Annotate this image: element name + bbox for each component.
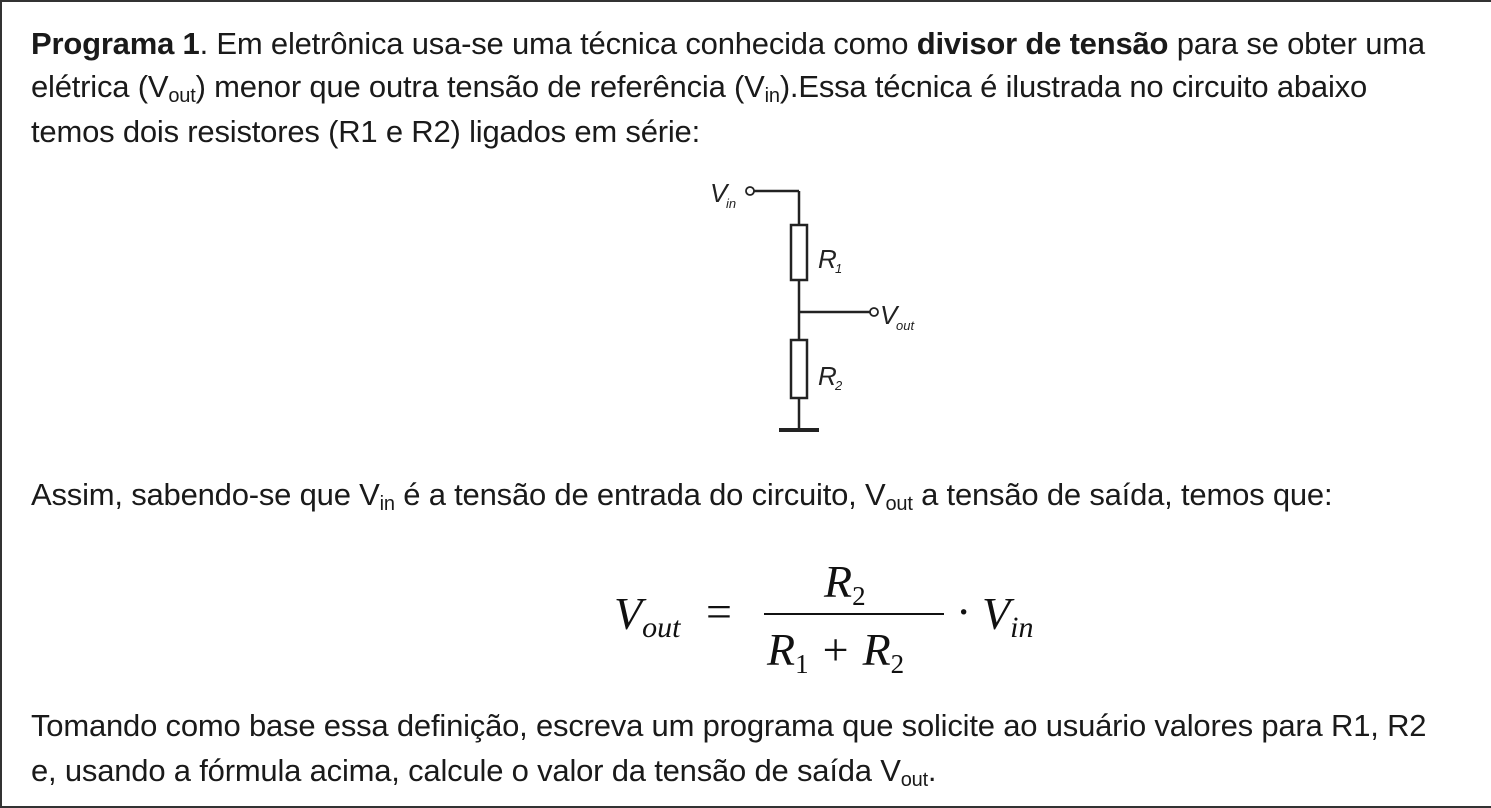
vin-terminal — [746, 187, 754, 195]
body-text: é a tensão de entrada do circuito, V — [394, 477, 886, 512]
formula-r: R — [767, 624, 796, 675]
subscript: out — [168, 85, 196, 107]
body-text: e, usando a fórmula acima, calcule o valor da tensão de saída V — [31, 753, 901, 788]
vout-label-sub: out — [896, 318, 915, 333]
voltage-divider-circuit — [702, 170, 942, 445]
formula-sub: 2 — [890, 649, 905, 679]
paragraph-assim — [31, 475, 1332, 519]
paragraph-intro-line-2 — [31, 67, 1367, 111]
formula-dot: · — [956, 586, 972, 637]
r1-label: R — [818, 244, 837, 274]
subscript: in — [764, 85, 780, 107]
formula-r: R — [824, 556, 853, 607]
program-title: Programa 1 — [31, 26, 200, 61]
body-text: . — [927, 753, 937, 788]
intro-text: para se obter uma — [1168, 26, 1425, 61]
intro-text: . Em eletrônica usa-se uma técnica conhecida como — [199, 26, 917, 61]
formula-r: R — [862, 624, 891, 675]
formula-sub: 1 — [795, 649, 809, 679]
formula-equals: = — [706, 586, 732, 637]
intro-text: elétrica (V — [31, 69, 169, 104]
paragraph-task-line-1: Tomando como base essa definição, escreva um programa que solicite ao usuário valores para R1, R2 — [31, 708, 1427, 743]
formula-lhs — [614, 587, 681, 644]
formula-v: V — [614, 588, 643, 639]
vin-label-sub: in — [726, 196, 737, 211]
vin-label: V — [710, 178, 728, 208]
vout-terminal — [870, 308, 878, 316]
body-text: a tensão de saída, temos que: — [912, 477, 1333, 512]
formula-numerator — [824, 555, 866, 611]
fraction-bar — [764, 613, 944, 615]
subscript: out — [900, 769, 928, 791]
keyword-divisor: divisor de tensão — [916, 26, 1169, 61]
body-text: Assim, sabendo-se que V — [31, 477, 380, 512]
vout-label: V — [880, 300, 898, 330]
paragraph-task-line-2 — [31, 751, 936, 795]
intro-text: ).Essa técnica é ilustrada no circuito abaixo — [779, 69, 1368, 104]
r1-label-sub: 1 — [835, 261, 843, 276]
formula-rhs — [982, 587, 1034, 644]
resistor-r1 — [791, 225, 807, 280]
formula-denominator — [767, 623, 905, 679]
paragraph-intro-line-1 — [31, 24, 1425, 64]
intro-text: ) menor que outra tensão de referência (V — [195, 69, 765, 104]
formula-v: V — [982, 588, 1011, 639]
subscript: in — [379, 493, 395, 515]
resistor-r2 — [791, 340, 807, 398]
formula-sub: 2 — [852, 581, 866, 611]
r2-label-sub: 2 — [835, 378, 843, 393]
formula-plus: + — [822, 624, 849, 675]
subscript: out — [885, 493, 913, 515]
formula-sub: in — [1010, 611, 1034, 644]
paragraph-intro-line-3: temos dois resistores (R1 e R2) ligados em série: — [31, 114, 701, 149]
r2-label: R — [818, 361, 837, 391]
formula-sub: out — [642, 611, 681, 644]
